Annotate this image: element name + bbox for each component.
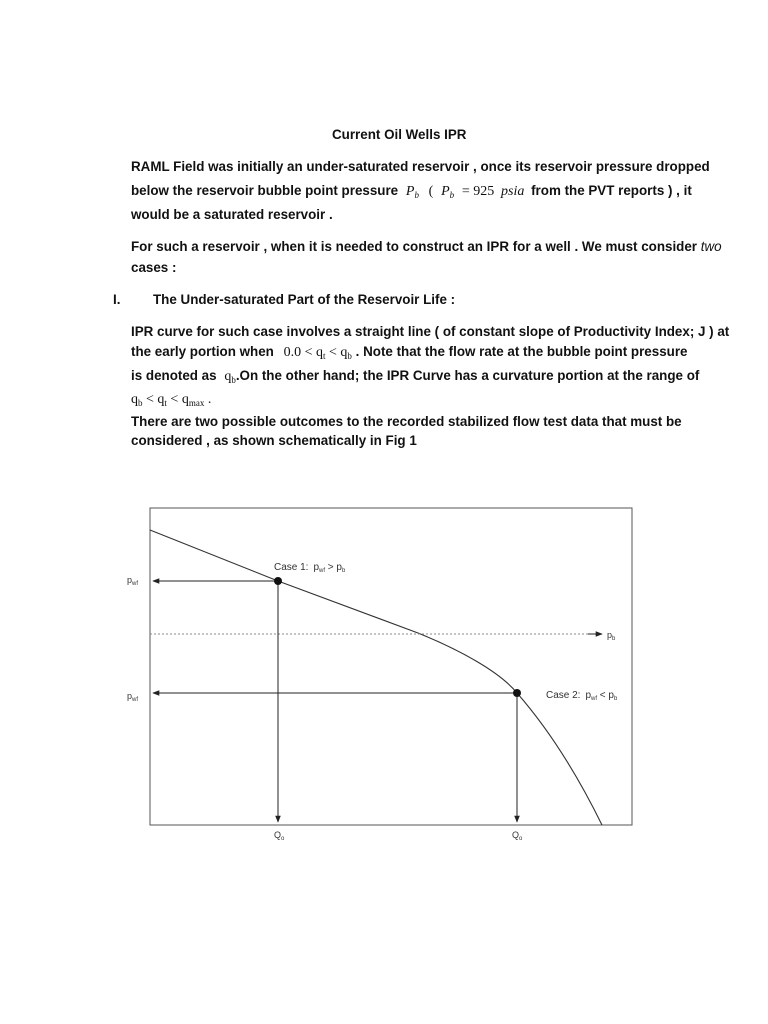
pb-equals: = 925 [461,184,495,199]
qo-label-2: $Q_o$ [512,830,523,842]
page-title: Current Oil Wells IPR [332,127,467,142]
pb-label: $p_b$ [607,630,616,642]
range-expression-1: $0.0 < q_t < q_b$ [283,345,352,361]
case2-label: Case 2: $p_{wf} < p_b$ [546,690,618,702]
figure-frame [150,508,632,825]
p3-line2a: the early portion when [131,344,274,359]
ipr-curve [150,530,602,825]
p3-line3a: is denoted as [131,368,217,383]
pwf-label-1: $p_{wf}$ [127,575,139,587]
case1-label: Case 1: $p_{wf} > p_b$ [274,562,346,574]
p3-line6: considered , as shown schematically in Fig 1 [131,433,417,448]
section-number: I. [113,292,121,307]
case2-point [513,689,521,697]
pwf-label-2: $p_{wf}$ [127,691,139,703]
pb-symbol: $P_b$ [405,184,419,200]
qo-label-1: $Q_o$ [274,830,285,842]
qb-symbol: $q_b$ [224,369,236,385]
p3-line2b: . Note that the flow rate at the bubble point pressure [355,344,688,359]
p3-line3b: .On the other hand; the IPR Curve has a curvature portion at the range of [235,368,700,383]
p3-line5: There are two possible outcomes to the recorded stabilized flow test data that must be [131,414,682,429]
pb-unit: psia [501,184,525,199]
case1-point [274,577,282,585]
pb-symbol-2: $P_b$ [441,184,455,200]
p1-line1: RAML Field was initially an under-saturated reservoir , once its reservoir pressure dropped [131,159,710,174]
p1-line2a: below the reservoir bubble point pressure [131,183,399,198]
paren-open: ( [428,184,434,199]
range-expression-2: $q_b < q_t < q_{max}$ . [131,392,212,408]
p2-line2: cases : [131,260,177,275]
p2-two: two [700,239,722,254]
p2-line1a: For such a reservoir , when it is needed to construct an IPR for a well . We must consider [131,239,698,254]
section-title: The Under-saturated Part of the Reservoir Life : [153,292,456,307]
p3-line1: IPR curve for such case involves a straight line ( of constant slope of Productivity Index; J ) at [131,324,730,339]
p1-line2b: from the PVT reports ) , it [531,183,692,198]
p1-line3: would be a saturated reservoir . [131,207,333,222]
